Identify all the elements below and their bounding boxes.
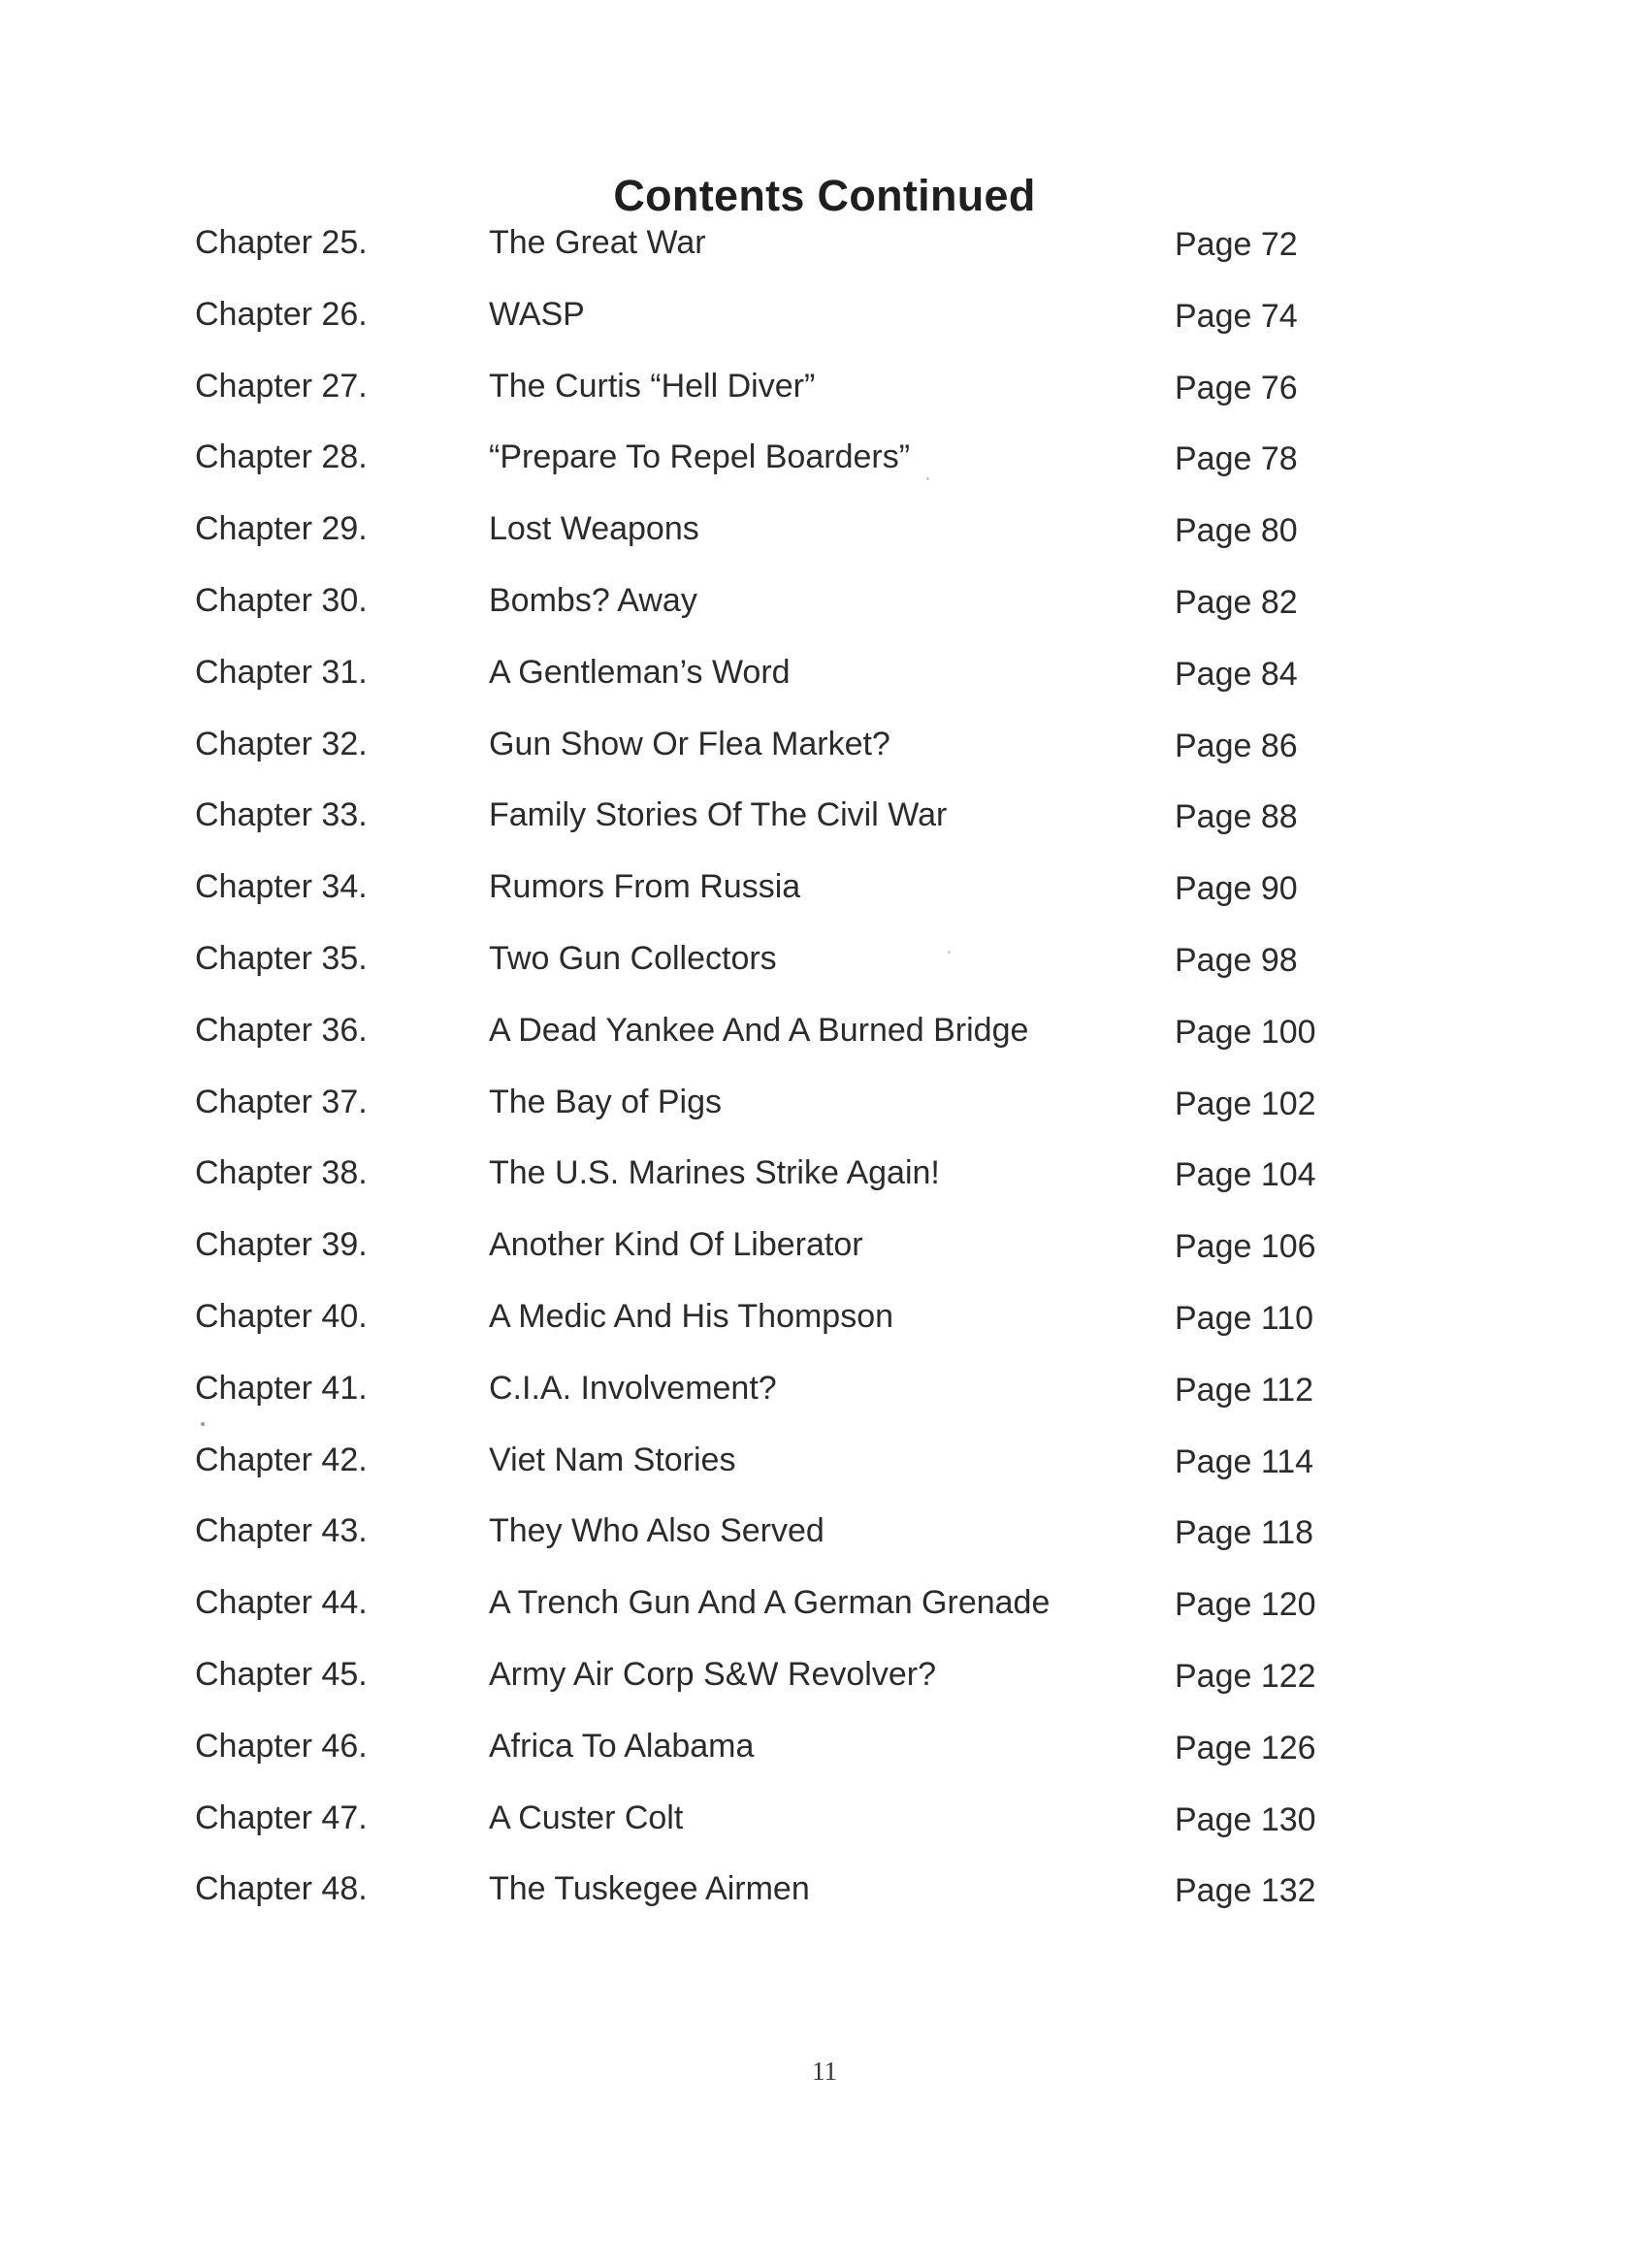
chapter-title: A Gentleman’s Word [489, 653, 791, 691]
chapter-page: Page 120 [1175, 1586, 1316, 1624]
toc-entry [0, 1867, 1649, 1939]
chapter-title: Rumors From Russia [489, 868, 801, 906]
chapter-number: Chapter 45. [195, 1655, 368, 1693]
chapter-number: Chapter 29. [195, 510, 368, 548]
chapter-title: Family Stories Of The Civil War [489, 796, 948, 834]
chapter-page: Page 102 [1175, 1085, 1316, 1122]
chapter-title: A Medic And His Thompson [489, 1297, 894, 1335]
chapter-title: The Bay of Pigs [489, 1083, 723, 1120]
toc-entry [0, 794, 1649, 865]
chapter-number: Chapter 25. [195, 224, 368, 261]
toc-entry [0, 1725, 1649, 1797]
chapter-number: Chapter 39. [195, 1226, 368, 1264]
scan-speck [926, 477, 929, 480]
chapter-number: Chapter 48. [195, 1870, 368, 1908]
toc-entry [0, 723, 1649, 794]
toc-entry [0, 1009, 1649, 1081]
toc-entry [0, 365, 1649, 437]
chapter-title: Viet Nam Stories [489, 1441, 736, 1478]
chapter-page: Page 114 [1175, 1442, 1314, 1480]
chapter-page: Page 88 [1175, 798, 1298, 836]
chapter-title: The Tuskegee Airmen [489, 1870, 810, 1908]
chapter-title: The U.S. Marines Strike Again! [489, 1154, 940, 1192]
chapter-title: Gun Show Or Flea Market? [489, 725, 890, 762]
chapter-number: Chapter 43. [195, 1512, 368, 1550]
chapter-title: The Curtis “Hell Diver” [489, 367, 816, 405]
chapter-title: A Trench Gun And A German Grenade [489, 1584, 1051, 1622]
chapter-number: Chapter 31. [195, 653, 368, 691]
toc-entry [0, 1797, 1649, 1868]
chapter-page: Page 126 [1175, 1729, 1316, 1766]
chapter-page: Page 80 [1175, 512, 1298, 550]
chapter-page: Page 106 [1175, 1228, 1316, 1266]
chapter-number: Chapter 32. [195, 725, 368, 762]
toc-entry [0, 1151, 1649, 1223]
toc-entry [0, 1439, 1649, 1510]
chapter-number: Chapter 46. [195, 1727, 368, 1765]
chapter-number: Chapter 44. [195, 1584, 368, 1622]
chapter-number: Chapter 35. [195, 939, 368, 977]
scan-speck [201, 1422, 205, 1426]
toc-entry [0, 1223, 1649, 1295]
chapter-page: Page 110 [1175, 1299, 1314, 1337]
chapter-title: Another Kind Of Liberator [489, 1226, 863, 1264]
chapter-number: Chapter 42. [195, 1441, 368, 1478]
toc-entry [0, 865, 1649, 937]
chapter-page: Page 112 [1175, 1371, 1314, 1409]
chapter-number: Chapter 47. [195, 1798, 368, 1836]
toc-entry [0, 1081, 1649, 1152]
chapter-number: Chapter 41. [195, 1369, 368, 1407]
toc-entry [0, 1295, 1649, 1367]
toc-entry [0, 651, 1649, 723]
toc-entry [0, 293, 1649, 365]
chapter-page: Page 132 [1175, 1872, 1316, 1910]
scan-speck [948, 951, 951, 954]
table-of-contents [0, 221, 1649, 1939]
chapter-title: Army Air Corp S&W Revolver? [489, 1655, 936, 1693]
chapter-page: Page 78 [1175, 440, 1298, 478]
chapter-page: Page 74 [1175, 297, 1298, 335]
chapter-number: Chapter 33. [195, 796, 368, 834]
chapter-page: Page 122 [1175, 1657, 1316, 1695]
toc-entry [0, 221, 1649, 293]
toc-entry [0, 937, 1649, 1009]
chapter-title: A Custer Colt [489, 1798, 684, 1836]
chapter-number: Chapter 28. [195, 438, 368, 476]
chapter-number: Chapter 40. [195, 1297, 368, 1335]
chapter-title: Two Gun Collectors [489, 939, 777, 977]
page-title: Contents Continued [613, 171, 1036, 221]
chapter-title: Bombs? Away [489, 581, 697, 619]
chapter-page: Page 100 [1175, 1013, 1316, 1051]
chapter-title: The Great War [489, 224, 706, 261]
toc-entry [0, 507, 1649, 579]
chapter-title: “Prepare To Repel Boarders” [489, 438, 911, 476]
chapter-page: Page 98 [1175, 941, 1298, 979]
chapter-title: Africa To Alabama [489, 1727, 755, 1765]
chapter-page: Page 104 [1175, 1156, 1316, 1194]
chapter-page: Page 86 [1175, 727, 1298, 764]
toc-entry [0, 579, 1649, 651]
chapter-number: Chapter 36. [195, 1011, 368, 1049]
chapter-number: Chapter 30. [195, 581, 368, 619]
chapter-number: Chapter 27. [195, 367, 368, 405]
chapter-page: Page 90 [1175, 870, 1298, 908]
chapter-page: Page 118 [1175, 1514, 1314, 1552]
chapter-page: Page 84 [1175, 655, 1298, 693]
chapter-page: Page 72 [1175, 226, 1298, 263]
toc-entry [0, 1509, 1649, 1581]
chapter-title: A Dead Yankee And A Burned Bridge [489, 1011, 1029, 1049]
page-number: 11 [812, 2057, 837, 2086]
chapter-title: C.I.A. Involvement? [489, 1369, 777, 1407]
chapter-number: Chapter 38. [195, 1154, 368, 1192]
chapter-page: Page 76 [1175, 369, 1298, 406]
chapter-number: Chapter 37. [195, 1083, 368, 1120]
chapter-title: They Who Also Served [489, 1512, 824, 1550]
chapter-page: Page 130 [1175, 1800, 1316, 1838]
toc-entry [0, 436, 1649, 507]
chapter-page: Page 82 [1175, 583, 1298, 621]
toc-entry [0, 1581, 1649, 1653]
toc-entry [0, 1653, 1649, 1725]
chapter-title: WASP [489, 295, 585, 333]
chapter-number: Chapter 26. [195, 295, 368, 333]
chapter-title: Lost Weapons [489, 510, 699, 548]
chapter-number: Chapter 34. [195, 868, 368, 906]
toc-entry [0, 1367, 1649, 1439]
